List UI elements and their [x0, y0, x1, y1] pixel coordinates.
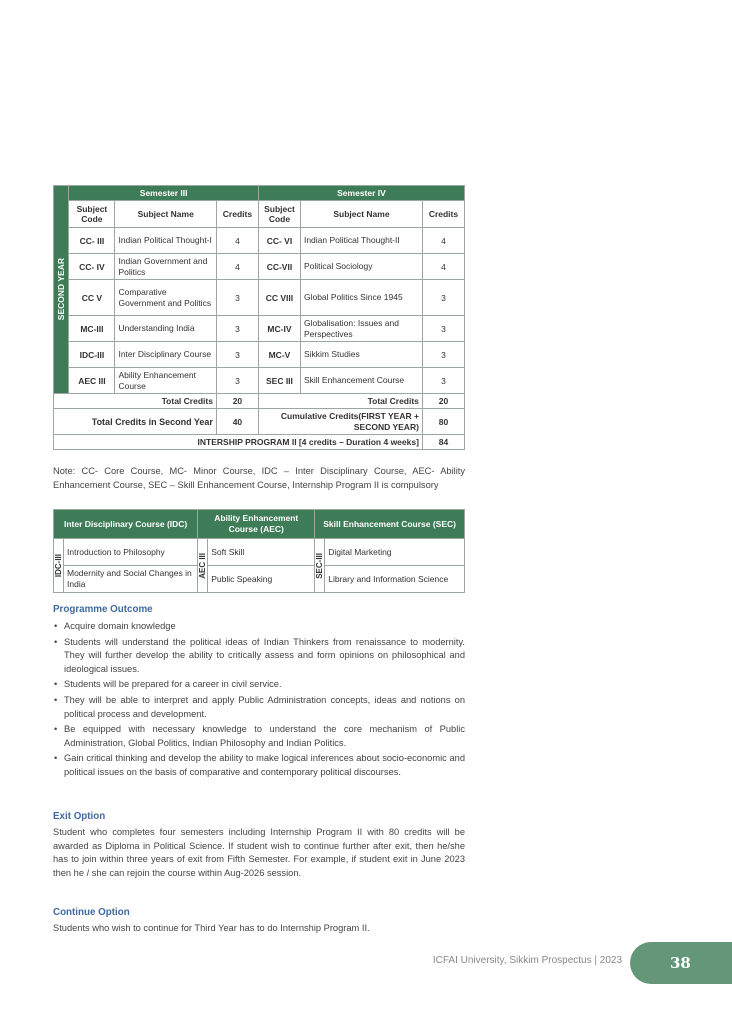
credits: 4 — [422, 228, 464, 254]
subject-name: Political Sociology — [300, 254, 422, 280]
subject-code: CC- VI — [258, 228, 300, 254]
subject-name: Understanding India — [115, 316, 216, 342]
subject-code: IDC-III — [69, 342, 115, 368]
subject-code: CC V — [69, 280, 115, 316]
total-credits-label: Total Credits — [54, 394, 217, 409]
idc-label: IDC-III — [54, 553, 63, 578]
semester-3-header: Semester III — [69, 186, 259, 201]
internship-row — [54, 435, 465, 450]
footer-text: ICFAI University, Sikkim Prospectus | 2023 — [432, 955, 622, 966]
table-row — [54, 368, 465, 394]
credits: 4 — [216, 228, 258, 254]
year-label: SECOND YEAR — [56, 258, 67, 321]
table-row — [54, 539, 465, 566]
list-item: • They will be able to interpret and apply Public Administration concepts, ideas and notions on political process and development. — [53, 694, 465, 721]
list-item: • Be equipped with necessary knowledge to understand the core mechanism of Public Administration, Global Politics, Indian Philosophy and Indian Politics. — [53, 723, 465, 750]
credits: 3 — [422, 280, 464, 316]
subject-code: AEC III — [69, 368, 115, 394]
total-credits-sem3: 20 — [216, 394, 258, 409]
cumulative-credits-value: 80 — [422, 409, 464, 435]
credits: 3 — [422, 368, 464, 394]
col-header-name: Subject Name — [300, 201, 422, 228]
sec-course: Digital Marketing — [325, 539, 465, 566]
courses-table — [53, 509, 465, 593]
subject-code: CC VIII — [258, 280, 300, 316]
col-header-name: Subject Name — [115, 201, 216, 228]
subject-name: Comparative Government and Politics — [115, 280, 216, 316]
header-sec: Skill Enhancement Course (SEC) — [315, 510, 465, 539]
cumulative-credits-label: Cumulative Credits(FIRST YEAR + SECOND YEAR) — [258, 409, 422, 435]
subject-name: Skill Enhancement Course — [300, 368, 422, 394]
table-row — [54, 254, 465, 280]
subject-name: Inter Disciplinary Course — [115, 342, 216, 368]
exit-heading: Exit Option — [53, 811, 106, 822]
credits: 3 — [216, 342, 258, 368]
subject-code: MC-IV — [258, 316, 300, 342]
subject-code: CC- III — [69, 228, 115, 254]
list-item: • Students will understand the political ideas of Indian Thinkers from renaissance to modernity. They will further develop the ability to critically assess and form opinions on philosophical and ideological issues. — [53, 636, 465, 677]
semester-table — [53, 185, 465, 450]
subject-name: Globalisation: Issues and Perspectives — [300, 316, 422, 342]
subject-name: Ability Enhancement Course — [115, 368, 216, 394]
col-header-credits: Credits — [216, 201, 258, 228]
internship-value: 84 — [422, 435, 464, 450]
subject-name: Global Politics Since 1945 — [300, 280, 422, 316]
credits: 3 — [216, 368, 258, 394]
semester-4-header: Semester IV — [258, 186, 464, 201]
total-credits-label: Total Credits — [258, 394, 422, 409]
page-number-tab — [630, 942, 732, 984]
table-row — [54, 316, 465, 342]
credits: 4 — [422, 254, 464, 280]
list-item: • Acquire domain knowledge — [53, 620, 465, 634]
header-aec: Ability Enhancement Course (AEC) — [198, 510, 315, 539]
aec-course: Public Speaking — [208, 566, 315, 593]
page-number: 38 — [670, 954, 691, 972]
subject-name: Indian Political Thought-I — [115, 228, 216, 254]
total-row — [54, 394, 465, 409]
summary-row — [54, 409, 465, 435]
credits: 3 — [422, 316, 464, 342]
col-header-credits: Credits — [422, 201, 464, 228]
table-row — [54, 280, 465, 316]
credits: 3 — [422, 342, 464, 368]
subject-name: Indian Government and Politics — [115, 254, 216, 280]
internship-label: INTERSHIP PROGRAM II [4 credits – Duration 4 weeks] — [54, 435, 423, 450]
sec-label: SEC-III — [315, 552, 325, 579]
idc-course: Modernity and Social Changes in India — [64, 566, 198, 593]
total-credits-sem4: 20 — [422, 394, 464, 409]
col-header-code: Subject Code — [258, 201, 300, 228]
aec-label: AEC III — [198, 552, 208, 579]
subject-code: MC-III — [69, 316, 115, 342]
subject-code: CC- IV — [69, 254, 115, 280]
subject-code: SEC III — [258, 368, 300, 394]
continue-text: Students who wish to continue for Third Year has to do Internship Program II. — [53, 923, 370, 933]
credits: 3 — [216, 280, 258, 316]
subject-name: Indian Political Thought-II — [300, 228, 422, 254]
year-label-cell — [54, 186, 69, 394]
idc-label-cell — [54, 539, 64, 593]
aec-label-cell — [198, 539, 208, 593]
sec-label-cell — [315, 539, 325, 593]
subject-code: MC-V — [258, 342, 300, 368]
second-year-credits-label: Total Credits in Second Year — [54, 409, 217, 435]
idc-course: Introduction to Philosophy — [64, 539, 198, 566]
table-row — [54, 342, 465, 368]
exit-text: Student who completes four semesters including Internship Program II with 80 credits will be awarded as Diploma in Political Science. If student wish to continue further after exit, then he/she has to join within three years of exit from Fifth Semester. For example, if student exit in June 2023 then he / she can rejoin the course within Aug-2026 session. — [53, 827, 465, 878]
aec-course: Soft Skill — [208, 539, 315, 566]
subject-code: CC-VII — [258, 254, 300, 280]
list-item: • Gain critical thinking and develop the ability to make logical inferences about socio-economic and political issues on the basis of comparative and contemporary political discourses. — [53, 752, 465, 779]
abbreviation-note: Note: CC- Core Course, MC- Minor Course, IDC – Inter Disciplinary Course, AEC- Ability Enhancement Course, SEC – Skill Enhancement Course, Internship Program II is compulsory — [53, 466, 465, 490]
col-header-code: Subject Code — [69, 201, 115, 228]
outcome-list — [53, 620, 465, 782]
credits: 3 — [216, 316, 258, 342]
outcome-heading: Programme Outcome — [53, 604, 153, 615]
second-year-credits-value: 40 — [216, 409, 258, 435]
continue-heading: Continue Option — [53, 907, 130, 918]
table-row — [54, 228, 465, 254]
credits: 4 — [216, 254, 258, 280]
subject-name: Sikkim Studies — [300, 342, 422, 368]
list-item: • Students will be prepared for a career in civil service. — [53, 678, 465, 692]
sec-course: Library and Information Science — [325, 566, 465, 593]
table-row — [54, 566, 465, 593]
header-idc: Inter Disciplinary Course (IDC) — [54, 510, 198, 539]
